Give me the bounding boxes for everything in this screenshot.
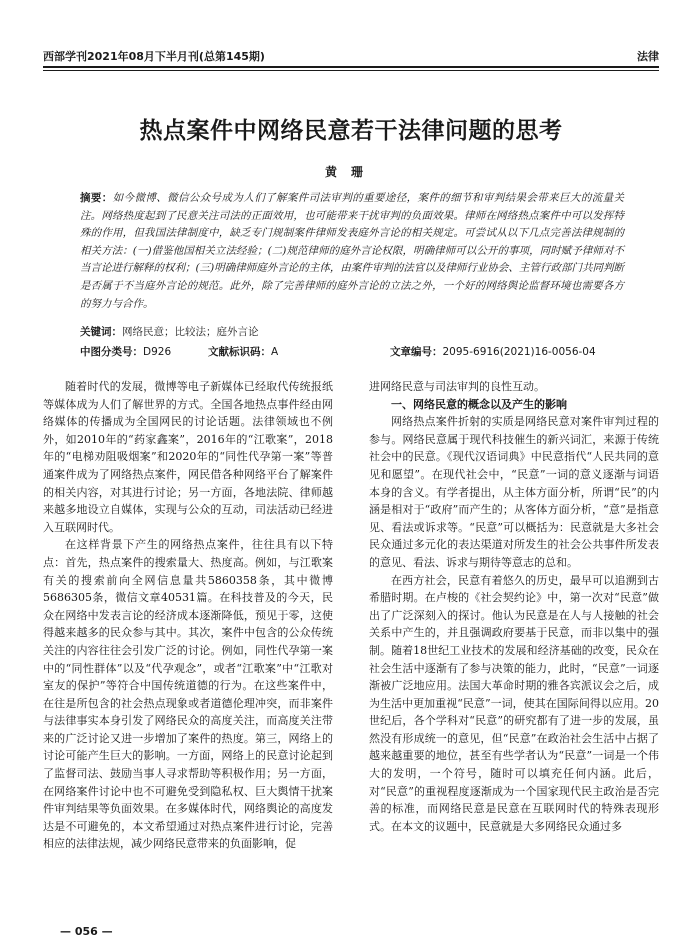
abstract — [80, 190, 624, 313]
body-column-left — [43, 378, 333, 853]
clc-value: D926 — [143, 346, 172, 358]
paragraph: 在西方社会，民意有着悠久的历史，最早可以追溯到古希腊时期。在卢梭的《社会契约论》中，第一次对“民意”做出了广泛深刻入的探讨。他认为民意是在人与人接触的社会关系中产生的，并且强调政府要基于民意，而非以集中的强制。随着18世纪工业技术的发展和经济基础的改变，民众在社会生活中逐渐有了参与决策的能力，此时，“民意”一词逐渐被广泛地应用。法国大革命时期的雅各宾派议会之后，成为生活中更加重视“民意”一词，使其在国际间得以应用。20世纪后，各个学科对“民意”的研究都有了进一步的发展，虽然没有形成统一的意见，但“民意”在政治社会生活中占据了越来越重要的地位，甚至有些学者认为“民意”一词是一个伟大的发明，一个符号，随时可以填充任何内涵。此后，对“民意”的重视程度逐渐成为一个国家现代民主政治是否完善的标准，而网络民意是民意在互联网时代的特殊表现形式。在本文的议题中，民意就是大多网络民众通过多 — [369, 573, 659, 833]
article-number — [390, 344, 596, 359]
paragraph: 在这样背景下产生的网络热点案件，往往具有以下特点：首先，热点案件的搜索量大、热度高。例如，与江歌案有关的搜索前向全网信息量共5860358条，其中微博5686305条，微信文章40531篇。在科技普及的今天，民众在网络中发表言论的经济成本逐渐降低，预见于零，这使得越来越多的民众参与其中。其次，案件中包含的公众传统关注的内容往往会引发广泛的讨论。例如，同性代孕第一案中的“同性群体”以及“代孕观念”，或者“江歌案”中“江歌对室友的保护”等符合中国传统道德的行为。在这些案件中，在往是所包含的社会热点现象或者道德伦理冲突，而非案件与法律事实本身引发了网络民众的高度关注，而高度关注带来的广泛讨论又进一步增加了案件的热度。第三，网络上的讨论可能产生巨大的影响。一方面，网络上的民意讨论起到了监督司法、鼓励当事人寻求帮助等积极作用；另一方面，在网络案件讨论中也不可避免受到隐私权、巨大舆情干扰案件审判结果等负面效果。在多媒体时代，网络舆论的高度发达是不可避免的，本文希望通过对热点案件进行讨论，完善相应的法律法规，减少网络民意带来的负面影响，促 — [43, 538, 333, 851]
keywords — [80, 324, 624, 340]
paragraph: 随着时代的发展，微博等电子新媒体已经取代传统报纸等媒体成为人们了解世界的方式。全国各地热点事件经由网络媒体的传播成为全国网民的讨论话题。法律领域也不例外，如2010年的“药家鑫案”，2016年的“江歌案”，2018年的“电梯劝阻吸烟案”和2020年的“同性代孕第一案”等普通案件成为了网络热点案件，网民借各种网络平台了解案件的相关内容，对其进行讨论；另一方面，各地法院、律师越来越多地设立自媒体，实现与公众的互动，司法活动已经进入互联网时代。 — [43, 380, 333, 534]
journal-info: 西部学刊2021年08月下半月刊(总第145期) — [43, 50, 265, 63]
art-value: 2095-6916(2021)16-0056-04 — [442, 346, 596, 358]
header-rule-thin — [43, 70, 659, 71]
abstract-label: 摘要： — [80, 192, 113, 204]
paragraph: 进网络民意与司法审判的良性互动。 — [369, 380, 545, 393]
article-title: 热点案件中网络民意若干法律问题的思考 — [139, 118, 563, 144]
abstract-text: 如今微博、微信公众号成为人们了解案件司法审判的重要途径，案件的细节和审判结果会带来巨大的流量关注。网络热度起到了民意关注司法的正面效用，也可能带来干扰审判的负面效果。律师在网络热点案件中可以发挥特殊的作用，但我国法律制度中，缺乏专门规制案件律师发表庭外言论的相关规定。可尝试从以下几点完善法律规制的相关方法：(一)借鉴他国相关立法经验；(二)规范律师的庭外言论权限，明确律师可以公开的事项，同时赋予律师对不当言论进行解释的权利；(三)明确律师庭外言论的主体，由案件审判的法官以及律师行业协会、主管行政部门共同判断是否属于不当庭外言论的规范。此外，除了完善律师的庭外言论的立法之外，一个好的网络舆论监督环境也需要各方的努力与合作。 — [80, 192, 625, 310]
art-label: 文章编号： — [390, 346, 443, 358]
article-meta — [80, 344, 624, 360]
doc-code — [208, 344, 278, 359]
clc-label: 中图分类号： — [80, 346, 143, 358]
body-column-right — [369, 378, 659, 835]
keywords-label: 关键词： — [80, 326, 122, 338]
doc-value: A — [271, 346, 279, 358]
doc-label: 文献标识码： — [208, 346, 271, 358]
section-label: 法律 — [637, 50, 659, 63]
author-name: 黄珊 — [324, 165, 377, 179]
header-rule — [43, 66, 659, 68]
running-header — [43, 48, 659, 64]
keywords-text: 网络民意；比较法；庭外言论 — [122, 326, 259, 338]
page-number: — 056 — — [60, 925, 113, 938]
section-heading: 一、网络民意的概念以及产生的影响 — [391, 397, 567, 411]
clc-number — [80, 344, 171, 359]
paragraph: 网络热点案件折射的实质是网络民意对案件审判过程的参与。网络民意属于现代科技催生的新兴词汇，来源于传统社会中的民意。《现代汉语词典》中民意指代“人民共同的意见和愿望”。在现代社会中，“民意”一词的意义逐渐与词语本身的含义。有学者提出，从主体方面分析，所谓“民”的内涵是相对于“政府”而产生的；从客体方面分析，“意”是指意见、看法或诉求等。“民意”可以概括为：民意就是大多社会民众通过多元化的表达渠道对所发生的社会公共事件所发表的意见、看法、诉求与期待等意志的总和。 — [369, 415, 659, 569]
